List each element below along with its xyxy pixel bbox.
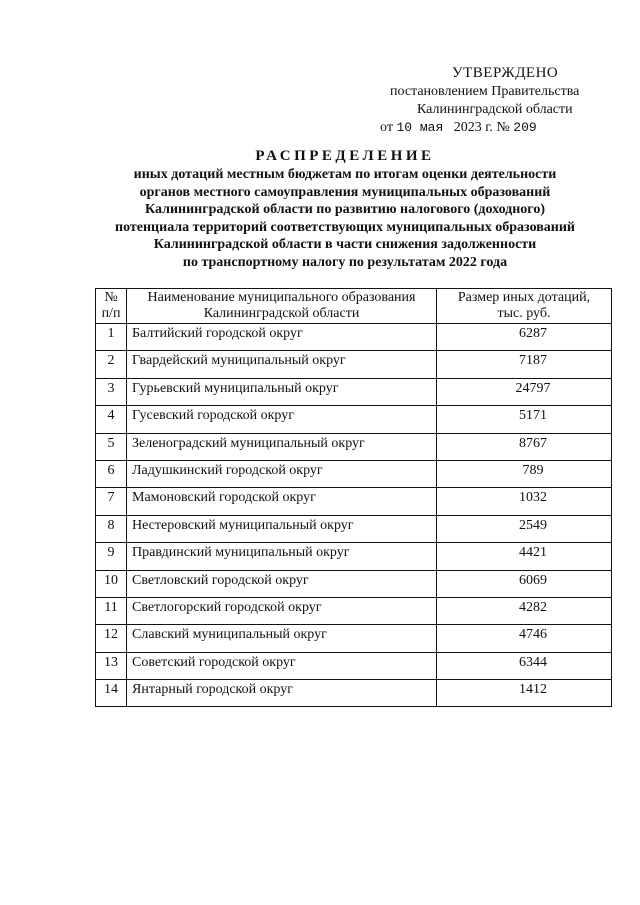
municipality-name: Балтийский городской округ xyxy=(127,324,437,351)
subsidy-amount: 6287 xyxy=(437,324,612,351)
municipality-name: Янтарный городской округ xyxy=(127,680,437,707)
subsidy-amount: 8767 xyxy=(437,433,612,460)
row-number: 4 xyxy=(96,406,127,433)
subsidy-amount: 4746 xyxy=(437,625,612,652)
table-row xyxy=(96,625,612,652)
header-number xyxy=(96,289,127,324)
header-row xyxy=(96,289,612,324)
table-body xyxy=(96,324,612,707)
title-line-5: Калининградской области в части снижения задолженности xyxy=(153,237,537,252)
municipality-name: Ладушкинский городской округ xyxy=(127,460,437,487)
row-number: 14 xyxy=(96,680,127,707)
municipality-name: Зеленоградский муниципальный округ xyxy=(127,433,437,460)
title-line-4: потенциала территорий соответствующих муниципальных образований xyxy=(115,219,575,235)
row-number: 10 xyxy=(96,570,127,597)
table-row xyxy=(96,351,612,378)
header-name-line-1: Наименование муниципального образования xyxy=(147,290,416,305)
row-number: 3 xyxy=(96,378,127,405)
subsidy-amount: 1412 xyxy=(437,680,612,707)
row-number: 7 xyxy=(96,488,127,515)
table-row xyxy=(96,680,612,707)
table-header xyxy=(96,289,612,324)
row-number: 12 xyxy=(96,625,127,652)
title-line-2: органов местного самоуправления муниципальных образований xyxy=(139,184,551,200)
title-line-1: иных дотаций местным бюджетам по итогам оценки деятельности xyxy=(133,167,557,182)
title-line-3: Калининградской области по развитию налогового (доходного) xyxy=(145,202,545,217)
approval-date-prefix: от xyxy=(380,120,393,135)
municipality-name: Светловский городской округ xyxy=(127,570,437,597)
subsidy-amount: 2549 xyxy=(437,515,612,542)
municipality-name: Светлогорский городской округ xyxy=(127,597,437,624)
approval-number-sign: № xyxy=(496,120,510,135)
row-number: 8 xyxy=(96,515,127,542)
table-row xyxy=(96,433,612,460)
subsidy-amount: 1032 xyxy=(437,488,612,515)
header-number-line-1: № xyxy=(104,290,118,305)
municipality-name: Нестеровский муниципальный округ xyxy=(127,515,437,542)
municipality-name: Правдинский муниципальный округ xyxy=(127,543,437,570)
header-value-line-1: Размер иных дотаций, xyxy=(457,290,591,305)
header-name-line-2: Калининградской области xyxy=(203,306,360,321)
header-value xyxy=(437,289,612,324)
municipality-name: Славский муниципальный округ xyxy=(127,625,437,652)
table-row xyxy=(96,488,612,515)
title-heading: РАСПРЕДЕЛЕНИЕ xyxy=(255,148,435,164)
title-line-6: по транспортному налогу по результатам 2022 года xyxy=(182,254,508,270)
table-row xyxy=(96,324,612,351)
row-number: 13 xyxy=(96,652,127,679)
table-row xyxy=(96,460,612,487)
header-value-line-2: тыс. руб. xyxy=(497,306,551,321)
row-number: 1 xyxy=(96,324,127,351)
subsidy-amount: 7187 xyxy=(437,351,612,378)
row-number: 11 xyxy=(96,597,127,624)
row-number: 9 xyxy=(96,543,127,570)
approval-line-1: постановлением Правительства xyxy=(390,84,580,99)
municipality-name: Гвардейский муниципальный округ xyxy=(127,351,437,378)
subsidy-amount: 4421 xyxy=(437,543,612,570)
subsidy-amount: 4282 xyxy=(437,597,612,624)
subsidy-amount: 24797 xyxy=(437,378,612,405)
municipality-name: Советский городской округ xyxy=(127,652,437,679)
row-number: 5 xyxy=(96,433,127,460)
header-name xyxy=(127,289,437,324)
subsidy-amount: 6344 xyxy=(437,652,612,679)
document-title xyxy=(0,146,640,271)
approval-stamp: УТВЕРЖДЕНО xyxy=(452,65,559,81)
approval-date-value: 10 мая xyxy=(396,120,444,135)
table-row xyxy=(96,378,612,405)
approval-line-2: Калининградской области xyxy=(417,102,573,117)
approval-number-value: 209 xyxy=(513,120,537,135)
table-row xyxy=(96,515,612,542)
table-row xyxy=(96,652,612,679)
distribution-table xyxy=(95,288,612,707)
subsidy-amount: 789 xyxy=(437,460,612,487)
table-row xyxy=(96,543,612,570)
header-number-line-2: п/п xyxy=(101,306,121,321)
table-row xyxy=(96,597,612,624)
table-row xyxy=(96,406,612,433)
approval-date-line xyxy=(380,119,537,137)
municipality-name: Гурьевский муниципальный округ xyxy=(127,378,437,405)
table-row xyxy=(96,570,612,597)
subsidy-amount: 6069 xyxy=(437,570,612,597)
row-number: 2 xyxy=(96,351,127,378)
approval-year: 2023 г. xyxy=(453,120,493,135)
subsidy-amount: 5171 xyxy=(437,406,612,433)
municipality-name: Гусевский городской округ xyxy=(127,406,437,433)
municipality-name: Мамоновский городской округ xyxy=(127,488,437,515)
row-number: 6 xyxy=(96,460,127,487)
